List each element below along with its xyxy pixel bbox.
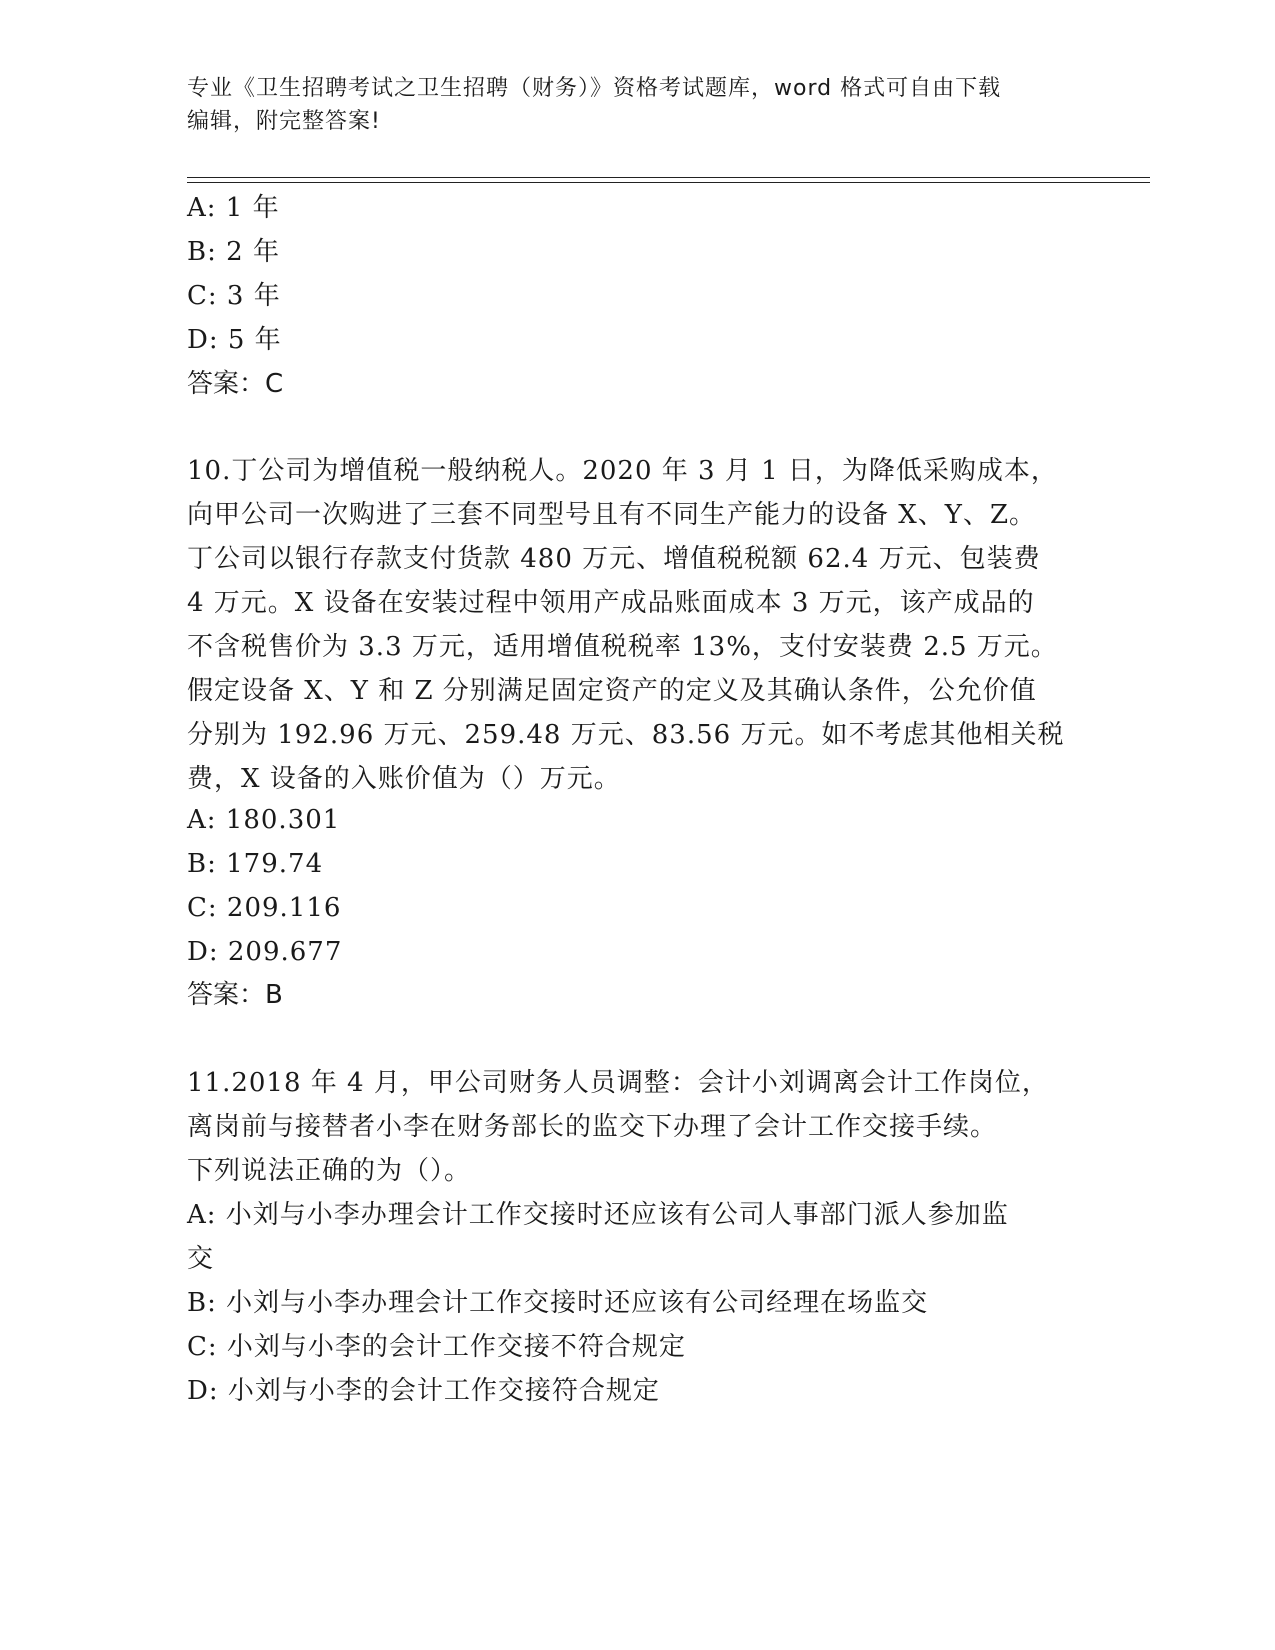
q10-answer: 答案：B [187,980,283,1010]
q11-stem-line-3: 下列说法正确的为（）。 [187,1156,472,1186]
q10-stem-line-5: 不含税售价为 3.3 万元，适用增值税税率 13%，支付安装费 2.5 万元。 [187,632,1058,662]
header-rule-bottom [187,182,1150,183]
q10-stem-line-7: 分别为 192.96 万元、259.48 万元、83.56 万元。如不考虑其他相关税 [187,720,1065,750]
q9-option-d: D: 5 年 [187,325,282,355]
q10-option-c: C: 209.116 [187,893,342,923]
q10-stem-line-4: 4 万元。X 设备在安装过程中领用产成品账面成本 3 万元，该产成品的 [187,588,1035,618]
q10-stem-line-1: 10.丁公司为增值税一般纳税人。2020 年 3 月 1 日，为降低采购成本， [187,456,1058,486]
q10-option-d: D: 209.677 [187,937,343,967]
q10-stem-line-8: 费，X 设备的入账价值为（）万元。 [187,764,621,794]
q9-answer: 答案：C [187,369,284,399]
q9-option-c: C: 3 年 [187,281,281,311]
header-line-1: 专业《卫生招聘考试之卫生招聘（财务）》资格考试题库，word 格式可自由下载 [187,76,1002,101]
q11-option-c: C: 小刘与小李的会计工作交接不符合规定 [187,1332,686,1362]
q11-option-b: B: 小刘与小李办理会计工作交接时还应该有公司经理在场监交 [187,1288,929,1318]
document-header [187,72,1067,138]
q10-stem-line-2: 向甲公司一次购进了三套不同型号且有不同生产能力的设备 X、Y、Z。 [187,500,1037,530]
q11-option-d: D: 小刘与小李的会计工作交接符合规定 [187,1376,660,1406]
q9-option-b: B: 2 年 [187,237,280,267]
q11-option-a: A: 小刘与小李办理会计工作交接时还应该有公司人事部门派人参加监 [187,1200,1009,1230]
q11-stem-line-1: 11.2018 年 4 月，甲公司财务人员调整：会计小刘调离会计工作岗位， [187,1068,1049,1098]
q9-option-a: A: 1 年 [187,193,280,223]
q10-option-b: B: 179.74 [187,849,324,879]
header-line-2: 编辑，附完整答案! [187,109,381,134]
q11-option-a-cont: 交 [187,1244,215,1274]
q10-option-a: A: 180.301 [187,805,341,835]
q10-stem-line-6: 假定设备 X、Y 和 Z 分别满足固定资产的定义及其确认条件，公允价值 [187,676,1037,706]
q11-stem-line-2: 离岗前与接替者小李在财务部长的监交下办理了会计工作交接手续。 [187,1112,998,1142]
q10-stem-line-3: 丁公司以银行存款支付货款 480 万元、增值税税额 62.4 万元、包装费 [187,544,1041,574]
header-rule-top [187,177,1150,178]
